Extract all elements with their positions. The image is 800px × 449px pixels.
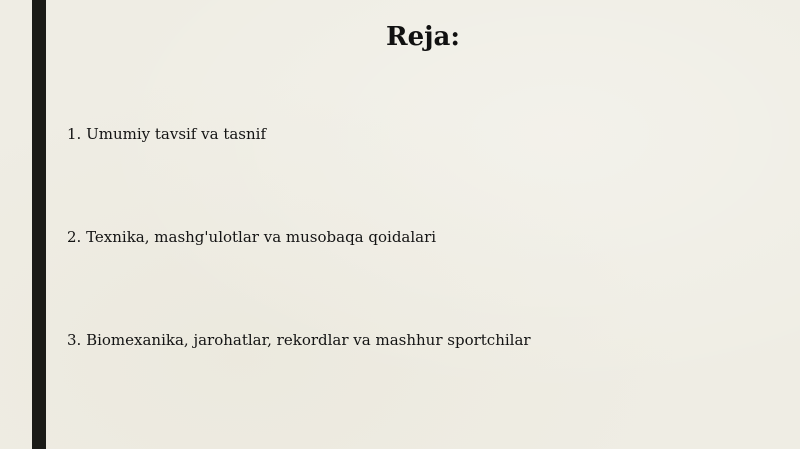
left-accent-bar	[32, 0, 46, 449]
plan-item-3: 3. Biomexanika, jarohatlar, rekordlar va mashhur sportchilar	[67, 331, 531, 349]
plan-item-1: 1. Umumiy tavsif va tasnif	[67, 125, 266, 143]
slide-title: Reja:	[385, 22, 460, 52]
plan-item-2: 2. Texnika, mashg'ulotlar va musobaqa qoidalari	[67, 228, 437, 246]
